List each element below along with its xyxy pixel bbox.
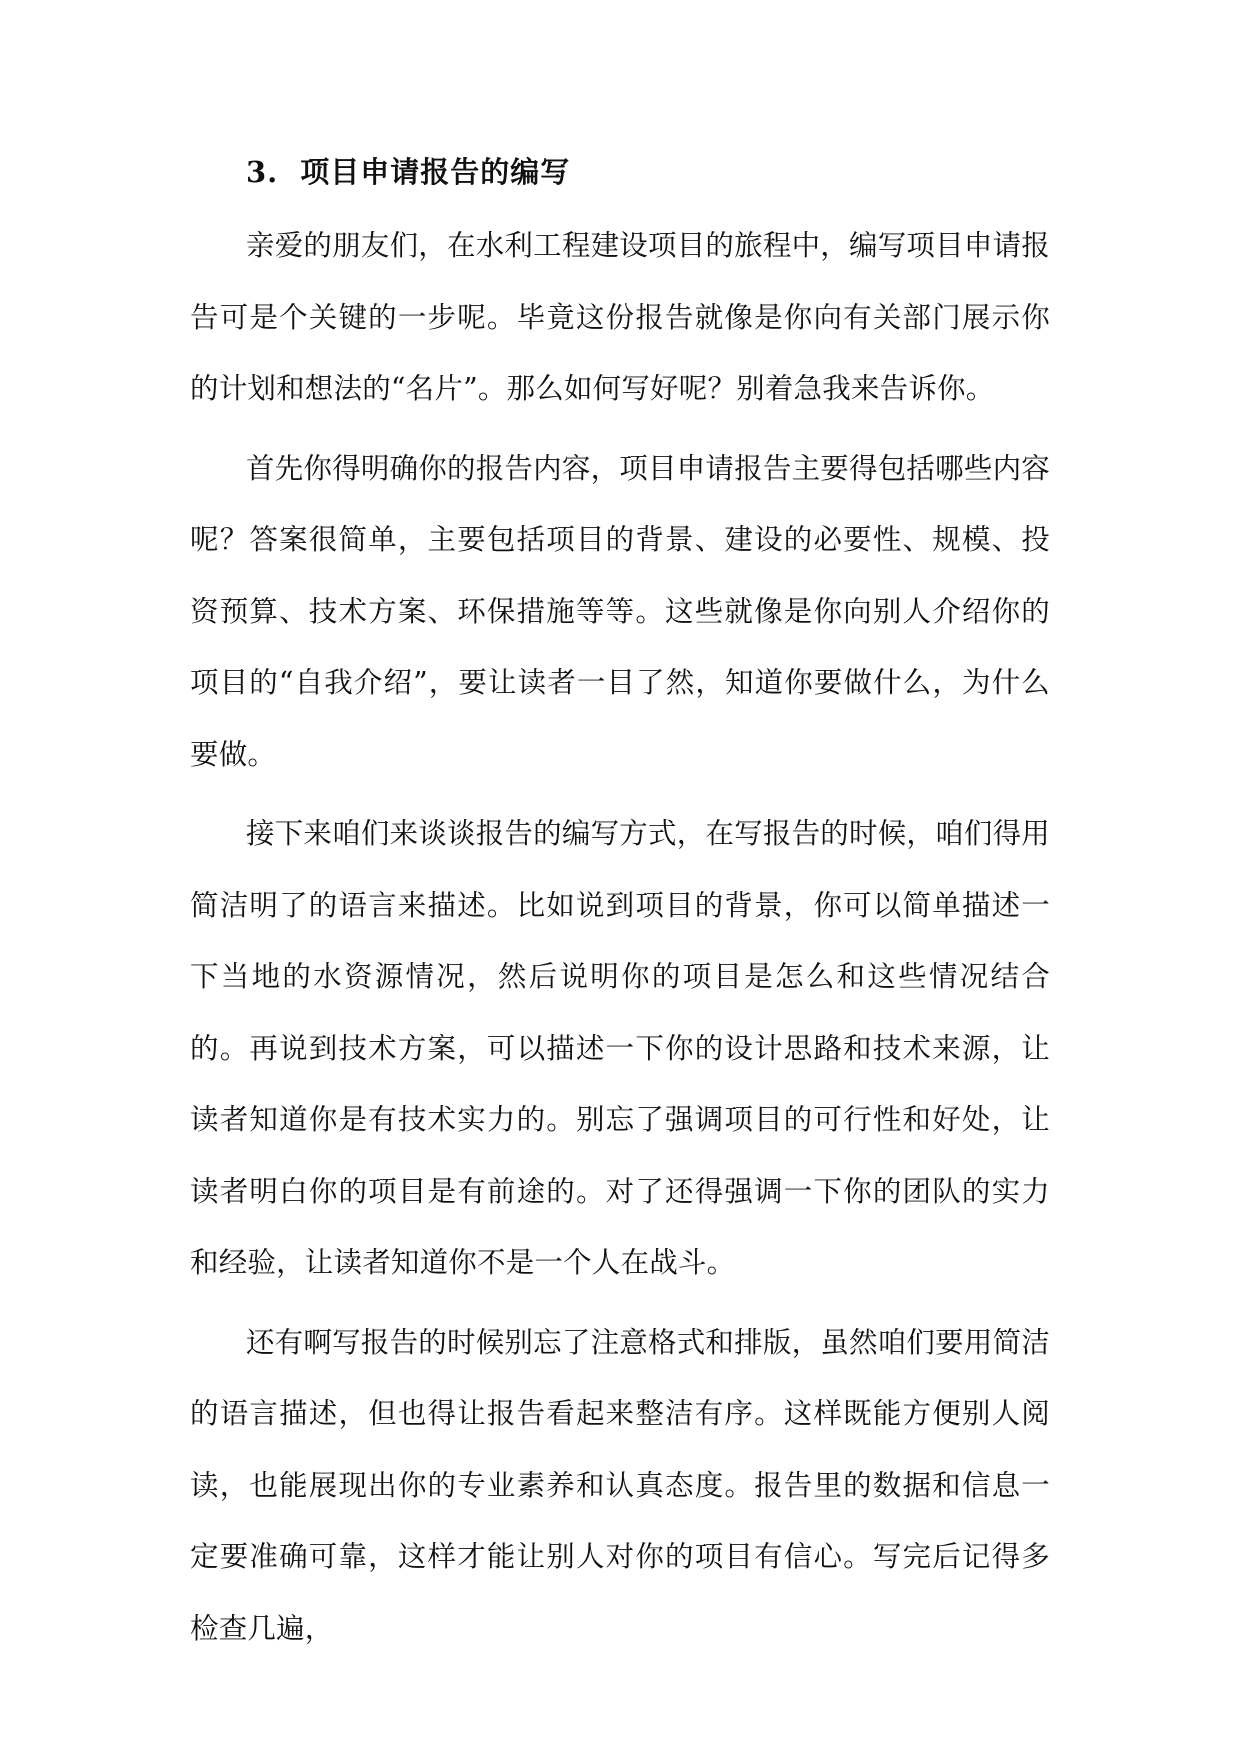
section-heading	[246, 142, 1050, 202]
paragraph-writing-style: 接下来咱们来谈谈报告的编写方式，在写报告的时候，咱们得用简洁明了的语言来描述。比如说到项目的背景，你可以简单描述一下当地的水资源情况，然后说明你的项目是怎么和这些情况结合的。再说到技术方案，可以描述一下你的设计思路和技术来源，让读者知道你是有技术实力的。别忘了强调项目的可行性和好处，让读者明白你的项目是有前途的。对了还得强调一下你的团队的实力和经验，让读者知道你不是一个人在战斗。	[190, 817, 1050, 1279]
section-number: 3.	[246, 155, 279, 189]
section-title: 项目申请报告的编写	[300, 155, 571, 189]
paragraph-content: 首先你得明确你的报告内容，项目申请报告主要得包括哪些内容呢？答案很简单，主要包括项目的背景、建设的必要性、规模、投资预算、技术方案、环保措施等等。这些就像是你向别人介绍你的项目的“自我介绍”，要让读者一目了然，知道你要做什么，为什么要做。	[190, 451, 1050, 771]
paragraph-format: 还有啊写报告的时候别忘了注意格式和排版，虽然咱们要用简洁的语言描述，但也得让报告看起来整洁有序。这样既能方便别人阅读，也能展现出你的专业素养和认真态度。报告里的数据和信息一定要准确可靠，这样才能让别人对你的项目有信心。写完后记得多检查几遍，	[190, 1325, 1050, 1645]
paragraph-intro: 亲爱的朋友们，在水利工程建设项目的旅程中，编写项目申请报告可是个关键的一步呢。毕竟这份报告就像是你向有关部门展示你的计划和想法的“名片”。那么如何写好呢？别着急我来告诉你。	[190, 229, 1050, 405]
document-body	[190, 142, 1050, 1664]
